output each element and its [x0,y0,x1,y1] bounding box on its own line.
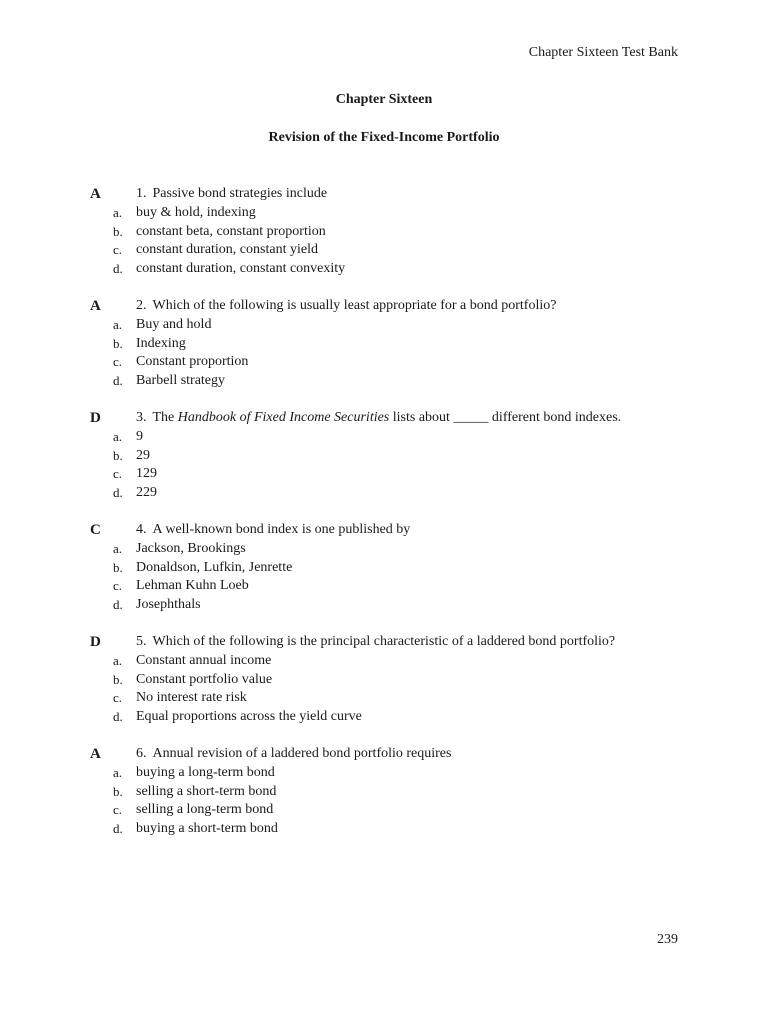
option-text: Jackson, Brookings [136,540,246,556]
option-letter: d. [113,373,123,389]
running-header: Chapter Sixteen Test Bank [528,45,678,60]
option-list [90,652,678,727]
chapter-subtitle: Revision of the Fixed-Income Portfolio [268,130,500,145]
option-letter: c. [113,466,123,482]
question-1 [90,185,678,279]
chapter-title: Chapter Sixteen [335,92,433,107]
option-letter: c. [113,354,123,370]
question-stem [136,297,678,316]
option-text: Constant annual income [136,652,272,668]
question-text: Which of the following is the principal characteristic of a laddered bond portfolio? [152,633,616,649]
question-number: 4. [136,521,147,537]
question-6 [90,745,678,839]
option-text: Indexing [136,335,186,351]
option-text: Lehman Kuhn Loeb [136,578,249,594]
question-stem [136,521,678,540]
option [90,372,678,391]
question-stem [136,745,678,764]
option [90,708,678,727]
question-text: The [152,409,178,425]
option [90,447,678,466]
option-list [90,316,678,391]
option-text: constant duration, constant yield [136,242,318,258]
option-letter: d. [113,709,123,725]
option-letter: c. [113,802,123,818]
option-letter: b. [113,223,123,239]
option [90,204,678,223]
option-list [90,540,678,615]
answer-key: C [90,521,101,538]
answer-key: D [90,409,101,426]
question-2 [90,297,678,391]
question-3 [90,409,678,503]
question-number: 2. [136,297,147,313]
question-list [90,185,678,857]
option-letter: c. [113,690,123,706]
option-text: Josephthals [136,597,201,613]
question-text: Which of the following is usually least appropriate for a bond portfolio? [152,297,557,313]
option-text: Constant portfolio value [136,671,273,687]
question-text-end: lists about _____ different bond indexes. [389,409,622,425]
option-letter: d. [113,597,123,613]
question-stem [136,185,678,204]
option [90,428,678,447]
book-title: Handbook of Fixed Income Securities [177,409,390,425]
option-letter: d. [113,261,123,277]
option-text: 9 [136,428,143,444]
option [90,820,678,839]
option [90,801,678,820]
answer-key: A [90,745,101,762]
option-list [90,764,678,839]
option-text: constant duration, constant convexity [136,261,346,277]
option-text: 229 [136,485,157,501]
question-5 [90,633,678,727]
option-text: No interest rate risk [136,690,247,706]
question-text: A well-known bond index is one published by [152,521,411,537]
option [90,353,678,372]
option [90,241,678,260]
option-letter: c. [113,578,123,594]
option-letter: d. [113,485,123,501]
question-stem [136,409,678,428]
option-list [90,428,678,503]
option [90,484,678,503]
option-text: Barbell strategy [136,373,226,389]
option-text: buying a long-term bond [136,764,275,780]
option-letter: b. [113,783,123,799]
page-number: 239 [657,932,678,947]
option [90,577,678,596]
option [90,559,678,578]
option-letter: c. [113,242,123,258]
option-text: selling a long-term bond [136,802,274,818]
option [90,540,678,559]
option-letter: a. [113,652,123,668]
option-text: buy & hold, indexing [136,204,256,220]
option-letter: b. [113,335,123,351]
option [90,652,678,671]
option [90,465,678,484]
option [90,316,678,335]
question-number: 5. [136,633,147,649]
option [90,783,678,802]
question-number: 6. [136,745,147,761]
option-letter: d. [113,821,123,837]
option-text: selling a short-term bond [136,783,277,799]
answer-key: A [90,186,101,202]
option-letter: a. [113,316,123,332]
option-letter: a. [113,428,123,444]
option-list [90,204,678,279]
question-number: 3. [136,409,147,425]
question-text: Annual revision of a laddered bond portfolio requires [152,745,452,761]
option [90,260,678,279]
option [90,764,678,783]
option-text: buying a short-term bond [136,821,278,837]
option-letter: a. [113,764,123,780]
option [90,596,678,615]
question-text: Passive bond strategies include [152,186,328,201]
option-letter: b. [113,447,123,463]
option [90,671,678,690]
option [90,223,678,242]
option-letter: a. [113,204,123,220]
option-text: 29 [136,447,150,463]
answer-key: A [90,297,101,314]
option-text: Constant proportion [136,354,249,370]
option-letter: b. [113,671,123,687]
option-text: Buy and hold [136,316,212,332]
option-text: 129 [136,466,157,482]
option [90,335,678,354]
option-text: Equal proportions across the yield curve [136,709,362,725]
question-stem [136,633,678,652]
option [90,689,678,708]
answer-key: D [90,633,101,650]
question-4 [90,521,678,615]
option-letter: a. [113,540,123,556]
option-letter: b. [113,559,123,575]
option-text: Donaldson, Lufkin, Jenrette [136,559,293,575]
question-number: 1. [136,186,147,201]
option-text: constant beta, constant proportion [136,223,326,239]
